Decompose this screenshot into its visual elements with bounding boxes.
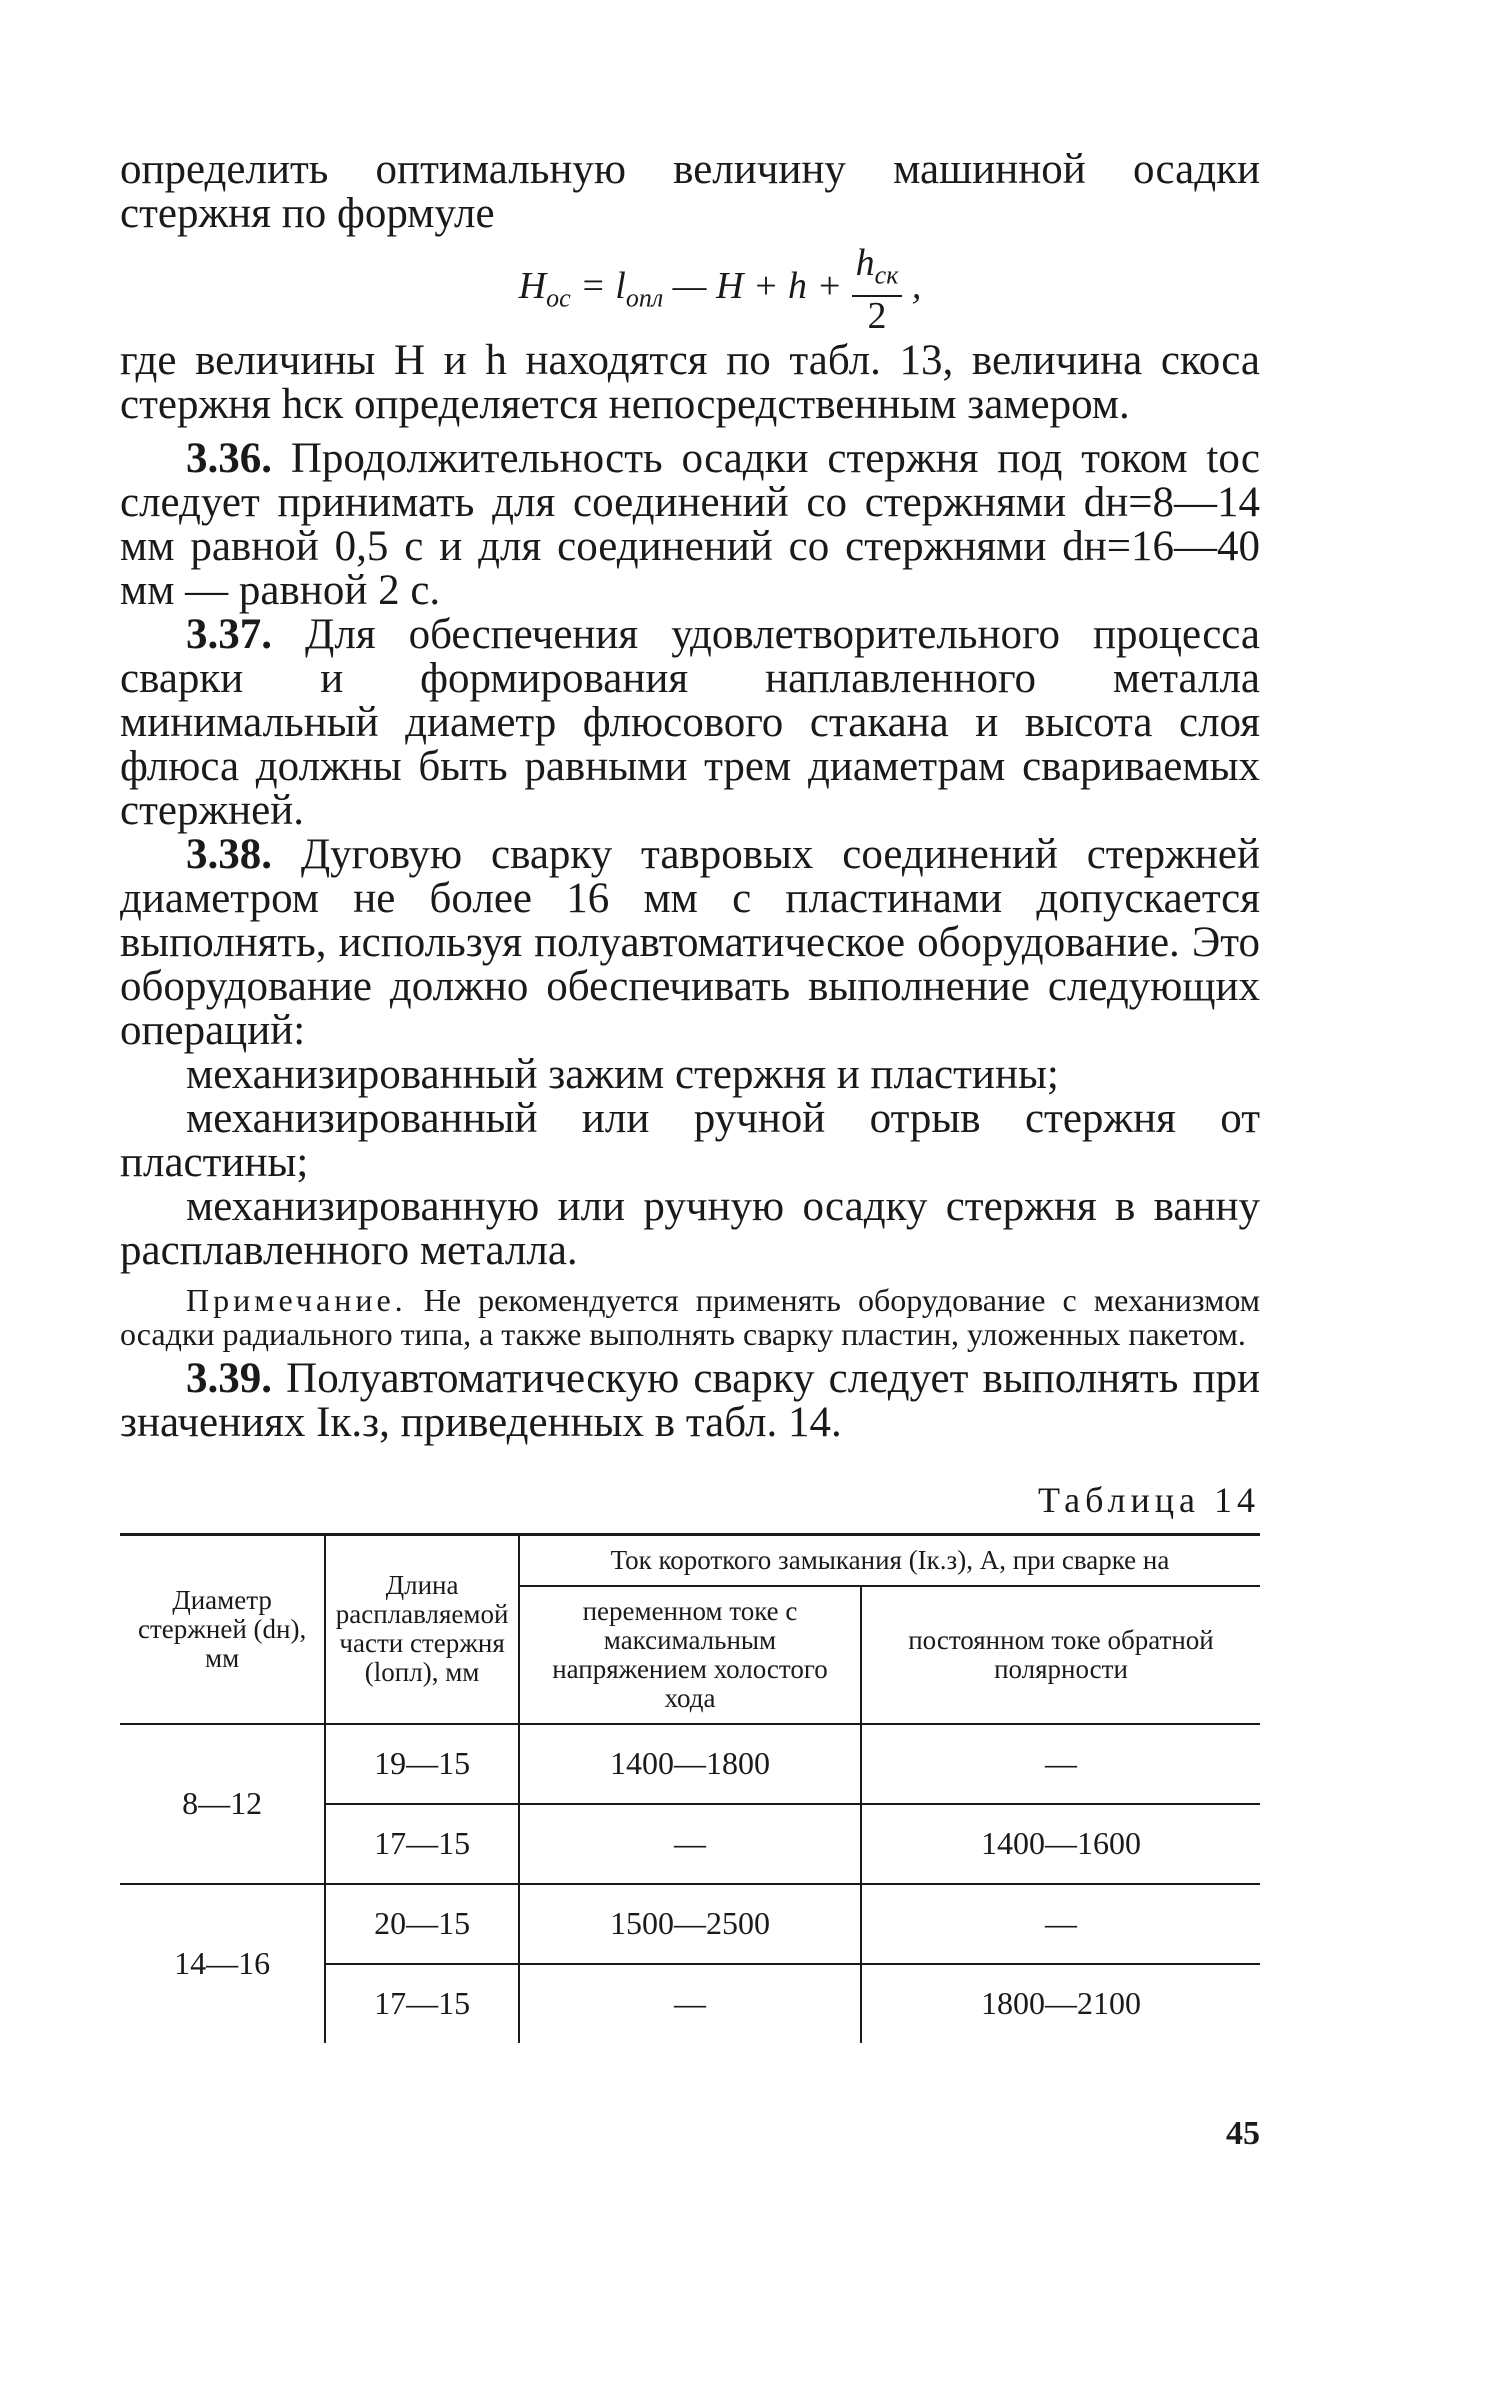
list-item-2: механизированный или ручной отрыв стержня от пластины; — [120, 1094, 1260, 1186]
cell-dc: — — [861, 1724, 1260, 1804]
header-diameter: Диаметр стержней (dн), мм — [137, 1584, 307, 1673]
cell-length: 20—15 — [325, 1884, 519, 1964]
paragraph-3-37 — [120, 610, 1260, 834]
paragraph-where: где величины H и h находятся по табл. 13, величина скоса стержня hск определяется непосредственным замером. — [120, 336, 1260, 428]
paragraph-3-39 — [120, 1354, 1260, 1446]
cell-diameter: 8—12 — [182, 1785, 263, 1822]
formula-num-sub: ск — [874, 260, 899, 290]
table-row — [120, 1884, 1260, 1964]
page-number: 45 — [1226, 2114, 1260, 2152]
header-current: Ток короткого замыкания (Iк.з), А, при сварке на — [519, 1534, 1260, 1586]
clause-number: 3.39. — [186, 1354, 272, 1402]
cell-length: 19—15 — [325, 1724, 519, 1804]
header-dc: постоянном токе обратной полярности — [861, 1586, 1260, 1724]
table-row — [120, 1724, 1260, 1804]
clause-number: 3.36. — [186, 434, 272, 482]
paragraph-intro: определить оптимальную величину машинной осадки стержня по формуле — [120, 146, 1260, 237]
formula-l-sub: опл — [625, 283, 664, 313]
cell-diameter: 14—16 — [174, 1945, 271, 1982]
list-item-1: механизированный зажим стержня и пластины; — [186, 1050, 1059, 1098]
clause-text: Полуавтоматическую сварку следует выполнять при значениях Iк.з, приведенных в табл. 14. — [120, 1354, 1260, 1446]
clause-number: 3.38. — [186, 830, 272, 878]
note-label: Примечание. — [186, 1281, 407, 1318]
note-text: Не рекомендуется применять оборудование с механизмом осадки радиального типа, а также выполнять сварку пластин, уложенных пакетом. — [120, 1281, 1260, 1352]
paragraph-3-38 — [120, 830, 1260, 1054]
cell-ac: 1400—1800 — [519, 1724, 861, 1804]
document-page — [120, 146, 1260, 2152]
cell-length: 17—15 — [325, 1804, 519, 1884]
formula-num: h — [855, 242, 875, 284]
table-title: Таблица 14 — [1038, 1479, 1260, 1520]
formula-end: , — [902, 265, 922, 308]
cell-length: 17—15 — [325, 1964, 519, 2043]
cell-ac: — — [519, 1804, 861, 1884]
formula-fraction — [852, 244, 903, 335]
formula-h-sub: ос — [546, 283, 571, 313]
cell-dc: — — [861, 1884, 1260, 1964]
note — [120, 1283, 1260, 1351]
cell-dc: 1400—1600 — [861, 1804, 1260, 1884]
list-item-3: механизированную или ручную осадку стержня в ванну расплавленного металла. — [120, 1182, 1260, 1274]
paragraph-3-36 — [120, 434, 1260, 614]
cell-ac: 1500—2500 — [519, 1884, 861, 1964]
header-ac: переменном токе с максимальным напряжением холостого хода — [519, 1586, 861, 1724]
formula — [120, 244, 1260, 335]
formula-eq: = l — [570, 265, 626, 308]
clause-number: 3.37. — [186, 610, 272, 658]
formula-rest: — H + h + — [663, 265, 852, 308]
header-length: Длина расплавляемой части стержня (lопл), мм — [325, 1534, 519, 1724]
clause-text: Продолжительность осадки стержня под током tос следует принимать для соединений со стержнями dн=8—14 мм равной 0,5 с и для соединений со стержнями dн=16—40 мм — равной 2 с. — [120, 434, 1260, 614]
cell-ac: — — [519, 1964, 861, 2043]
cell-dc: 1800—2100 — [861, 1964, 1260, 2043]
welding-current-table — [120, 1533, 1260, 2043]
clause-text: Дуговую сварку тавровых соединений стержней диаметром не более 16 мм с пластинами допускается выполнять, используя полуавтоматическое оборудование. Это оборудование должно обеспечивать выполнение следующих операций: — [120, 830, 1260, 1054]
formula-h: H — [518, 265, 547, 308]
formula-den: 2 — [867, 294, 887, 337]
clause-text: Для обеспечения удовлетворительного процесса сварки и формирования наплавленного металла минимальный диаметр флюсового стакана и высота слоя флюса должны быть равными трем диаметрам свариваемых стержней. — [120, 610, 1260, 834]
